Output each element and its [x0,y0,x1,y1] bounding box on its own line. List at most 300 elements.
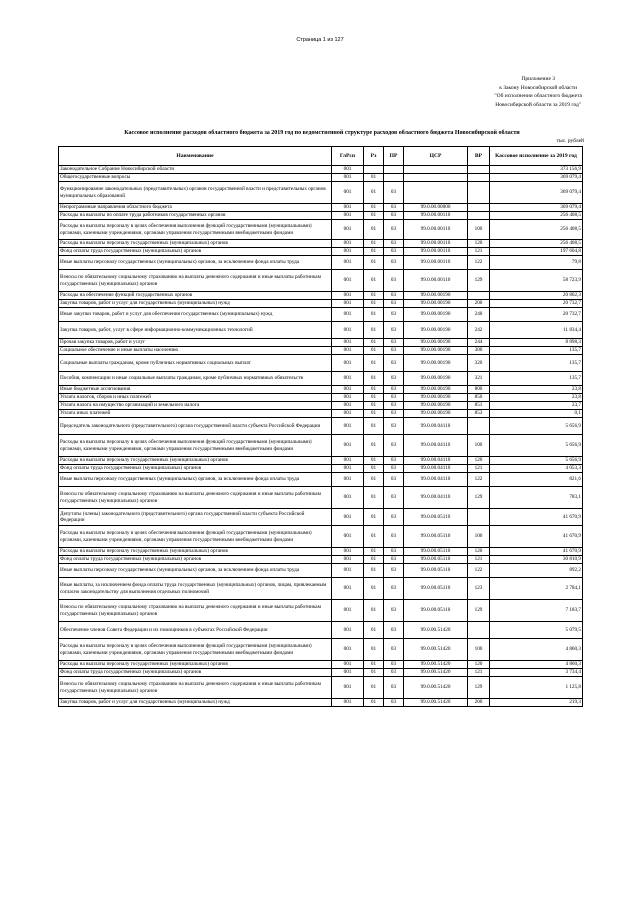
table-row [59,394,583,402]
cell-vr: 120 [468,548,490,556]
cell-amount: 369 079,4 [490,174,583,182]
cell-rz: 01 [364,182,384,204]
cell-rz: 01 [364,677,384,699]
cell-rz: 01 [364,548,384,556]
cell-grs: 001 [332,677,364,699]
cell-vr [468,292,490,300]
cell-vr [468,212,490,220]
cell-pr: 03 [384,465,404,473]
cell-vr: 123 [468,578,490,600]
cell-vr: 242 [468,322,490,339]
cell-vr: 129 [468,270,490,292]
table-row [59,473,583,487]
cell-vr: 121 [468,556,490,564]
cell-name: Социальные выплаты гражданам, кроме публичных нормативных социальных выплат [59,355,332,372]
cell-grs: 001 [332,212,364,220]
appendix-block [494,75,582,109]
header-name: Наименование [59,147,332,166]
cell-grs: 001 [332,410,364,418]
cell-name: Иные выплаты персоналу государственных (муниципальных) органов, за исключением фонда оплаты труда [59,564,332,578]
cell-vr: 200 [468,699,490,707]
header-pr: ПР [384,147,404,166]
cell-vr: 100 [468,526,490,548]
cell-amount: 783,1 [490,487,583,509]
cell-csr: 99.0.00.00190 [404,386,468,394]
table-row [59,669,583,677]
cell-rz: 01 [364,473,384,487]
cell-pr: 03 [384,526,404,548]
table-row [59,564,583,578]
cell-name: Прочая закупка товаров, работ и услуг [59,339,332,347]
cell-csr: 99.0.00.05110 [404,548,468,556]
cell-amount: 7 183,7 [490,600,583,622]
table-row [59,457,583,465]
header-rz: Рз [364,147,384,166]
cell-csr: 99.0.00.00190 [404,347,468,355]
cell-grs: 001 [332,300,364,308]
cell-rz: 01 [364,220,384,240]
cell-pr: 03 [384,473,404,487]
cell-vr: 120 [468,661,490,669]
cell-pr [384,174,404,182]
cell-rz: 01 [364,418,384,435]
cell-vr: 851 [468,402,490,410]
cell-vr: 121 [468,465,490,473]
cell-name: Взносы по обязательному социальному страхованию на выплаты денежного содержания и иные выплаты работникам государственных (муниципальных) органов [59,270,332,292]
cell-vr: 121 [468,248,490,256]
table-row [59,548,583,556]
cell-name: Фонд оплаты труда государственных (муниципальных) органов [59,556,332,564]
table-row [59,418,583,435]
cell-rz: 01 [364,292,384,300]
cell-pr: 03 [384,600,404,622]
cell-amount: 135,7 [490,372,583,386]
cell-grs: 001 [332,204,364,212]
cell-amount: 0,1 [490,410,583,418]
table-row [59,212,583,220]
cell-vr: 120 [468,457,490,465]
cell-rz: 01 [364,347,384,355]
cell-amount: 20 732,7 [490,300,583,308]
cell-pr: 03 [384,639,404,661]
cell-amount: 256 408,5 [490,240,583,248]
table-body [59,166,583,707]
cell-csr: 99.0.00.05110 [404,556,468,564]
cell-name: Расходы на выплаты по оплате труда работников государственных органов [59,212,332,220]
cell-vr: 320 [468,355,490,372]
cell-grs: 001 [332,270,364,292]
cell-vr: 850 [468,394,490,402]
cell-csr: 99.0.00.04110 [404,487,468,509]
cell-rz: 01 [364,699,384,707]
cell-vr: 129 [468,487,490,509]
cell-pr: 03 [384,457,404,465]
cell-csr: 99.0.00.00190 [404,322,468,339]
cell-rz: 01 [364,355,384,372]
cell-amount: 219,3 [490,699,583,707]
cell-name: Социальное обеспечение и иные выплаты населению [59,347,332,355]
cell-amount: 197 604,8 [490,248,583,256]
cell-amount: 3 734,4 [490,669,583,677]
cell-grs: 001 [332,699,364,707]
cell-pr: 03 [384,548,404,556]
cell-csr: 99.0.00.00110 [404,256,468,270]
cell-amount: 821,6 [490,473,583,487]
cell-amount: 5 656,9 [490,457,583,465]
cell-name: Иные бюджетные ассигнования [59,386,332,394]
cell-csr: 99.0.00.05110 [404,509,468,526]
cell-rz: 01 [364,556,384,564]
cell-vr: 120 [468,240,490,248]
cell-csr: 99.0.00.00190 [404,308,468,322]
cell-grs: 001 [332,240,364,248]
cell-name: Иные выплаты персоналу государственных (муниципальных) органов, за исключением фонда оплаты труда [59,473,332,487]
table-row [59,556,583,564]
cell-csr: 99.0.00.05110 [404,564,468,578]
table-row [59,355,583,372]
cell-pr: 03 [384,355,404,372]
table-row [59,166,583,174]
cell-pr: 03 [384,410,404,418]
cell-pr: 03 [384,212,404,220]
cell-pr: 03 [384,556,404,564]
table-row [59,292,583,300]
cell-csr: 99.0.00.51420 [404,639,468,661]
table-row [59,174,583,182]
cell-rz: 01 [364,174,384,182]
cell-amount: 41 670,9 [490,548,583,556]
cell-csr: 99.0.00.51420 [404,699,468,707]
cell-amount: 135,7 [490,355,583,372]
cell-pr: 03 [384,308,404,322]
table-row [59,182,583,204]
cell-rz: 01 [364,386,384,394]
cell-csr: 99.0.00.04110 [404,465,468,473]
cell-amount: 20 732,7 [490,308,583,322]
cell-csr: 99.0.00.05110 [404,600,468,622]
cell-amount: 20 802,3 [490,292,583,300]
cell-pr [384,166,404,174]
cell-grs: 001 [332,166,364,174]
cell-name: Фонд оплаты труда государственных (муниципальных) органов [59,248,332,256]
cell-rz: 01 [364,410,384,418]
cell-rz: 01 [364,564,384,578]
cell-vr: 129 [468,600,490,622]
budget-table [58,146,583,707]
cell-name: Иные выплаты персоналу государственных (муниципальных) органов, за исключением фонда оплаты труда [59,256,332,270]
cell-grs: 001 [332,182,364,204]
table-row [59,639,583,661]
cell-rz: 01 [364,256,384,270]
cell-grs: 001 [332,394,364,402]
cell-vr: 240 [468,308,490,322]
cell-name: Фонд оплаты труда государственных (муниципальных) органов [59,465,332,473]
cell-vr: 200 [468,300,490,308]
page-header: Страница 1 из 127 [296,37,344,43]
cell-csr: 99.0.00.00190 [404,394,468,402]
cell-pr: 03 [384,394,404,402]
cell-name: Закупка товаров, работ и услуг для государственных (муниципальных) нужд [59,300,332,308]
table-row [59,256,583,270]
cell-pr: 03 [384,578,404,600]
cell-rz: 01 [364,622,384,639]
cell-rz: 01 [364,372,384,386]
cell-amount: 30 810,9 [490,556,583,564]
cell-name: Взносы по обязательному социальному страхованию на выплаты денежного содержания и иные выплаты работникам государственных (муниципальных) органов [59,487,332,509]
cell-amount: 41 670,9 [490,526,583,548]
cell-csr [404,182,468,204]
cell-grs: 001 [332,578,364,600]
cell-vr: 121 [468,669,490,677]
table-row [59,465,583,473]
cell-name: Расходы на выплаты персоналу государственных (муниципальных) органов [59,661,332,669]
appendix-line: Новосибирской области за 2019 год" [495,101,582,108]
table-row [59,600,583,622]
cell-csr: 99.0.00.00110 [404,240,468,248]
cell-name: Расходы на обеспечение функций государственных органов [59,292,332,300]
cell-rz: 01 [364,212,384,220]
cell-grs: 001 [332,355,364,372]
cell-grs: 001 [332,339,364,347]
cell-grs: 001 [332,548,364,556]
cell-grs: 001 [332,292,364,300]
cell-csr: 99.0.00.00190 [404,292,468,300]
cell-pr: 03 [384,677,404,699]
cell-vr: 100 [468,220,490,240]
appendix-line: Приложение 3 [521,76,556,82]
appendix-line: к Закону Новосибирской области [499,84,578,91]
cell-name: Расходы на выплаты персоналу в целях обеспечения выполнения функций государственными (муниципальными) органами, казенными учреждениями, органами управления государственными внебюджетными фондами [59,220,332,240]
cell-vr: 321 [468,372,490,386]
cell-name: Расходы на выплаты персоналу в целях обеспечения выполнения функций государственными (муниципальными) органами, казенными учреждениями, органами управления государственными внебюджетными фондами [59,435,332,457]
table-row [59,699,583,707]
cell-rz: 01 [364,240,384,248]
units-label: тыс. рублей [556,138,584,144]
header-amount: Кассовое исполнение за 2019 год [490,147,583,166]
cell-amount: 5 656,9 [490,435,583,457]
cell-name: Обеспечение членов Совета Федерации и их помощников в субъектах Российской Федерации [59,622,332,639]
cell-pr: 03 [384,435,404,457]
cell-pr: 03 [384,292,404,300]
cell-name: Уплата иных платежей [59,410,332,418]
cell-pr: 03 [384,347,404,355]
cell-grs: 001 [332,308,364,322]
table-row [59,300,583,308]
cell-vr [468,166,490,174]
table-row [59,410,583,418]
cell-csr: 99.0.00.00110 [404,248,468,256]
cell-name: Уплата налога на имущество организаций и земельного налога [59,402,332,410]
cell-grs: 001 [332,564,364,578]
cell-csr: 99.0.00.00000 [404,204,468,212]
cell-name: Расходы на выплаты персоналу в целях обеспечения выполнения функций государственными (муниципальными) органами, казенными учреждениями, органами управления государственными внебюджетными фондами [59,526,332,548]
cell-vr: 122 [468,256,490,270]
cell-name: Фонд оплаты труда государственных (муниципальных) органов [59,669,332,677]
cell-pr: 03 [384,661,404,669]
cell-rz: 01 [364,487,384,509]
cell-csr: 99.0.00.00190 [404,402,468,410]
cell-name: Взносы по обязательному социальному страхованию на выплаты денежного содержания и иные выплаты работникам государственных (муниципальных) органов [59,600,332,622]
cell-grs: 001 [332,418,364,435]
table-row [59,372,583,386]
table-row [59,322,583,339]
cell-pr: 03 [384,386,404,394]
cell-vr [468,509,490,526]
cell-rz: 01 [364,308,384,322]
cell-grs: 001 [332,600,364,622]
cell-rz: 01 [364,578,384,600]
table-row [59,240,583,248]
cell-grs: 001 [332,435,364,457]
table-row [59,308,583,322]
cell-grs: 001 [332,622,364,639]
cell-amount: 256 408,5 [490,212,583,220]
cell-amount: 5 656,9 [490,418,583,435]
cell-csr [404,174,468,182]
cell-pr: 03 [384,300,404,308]
cell-vr: 100 [468,639,490,661]
cell-vr: 800 [468,386,490,394]
cell-pr: 03 [384,564,404,578]
cell-vr: 122 [468,564,490,578]
cell-grs: 001 [332,473,364,487]
cell-name: Иные выплаты, за исключением фонда оплаты труда государственных (муниципальных) органов, лицам, привлекаемым согласно законодательству для выполнения отдельных полномочий [59,578,332,600]
cell-csr: 99.0.00.04110 [404,435,468,457]
cell-name: Взносы по обязательному социальному страхованию на выплаты денежного содержания и иные выплаты работникам государственных (муниципальных) органов [59,677,332,699]
cell-amount: 23,7 [490,402,583,410]
cell-vr: 300 [468,347,490,355]
cell-csr: 99.0.00.51420 [404,622,468,639]
table-row [59,220,583,240]
cell-csr: 99.0.00.00190 [404,410,468,418]
cell-grs: 001 [332,639,364,661]
cell-amount: 4 860,3 [490,661,583,669]
cell-vr: 853 [468,410,490,418]
cell-pr: 03 [384,418,404,435]
table-row [59,487,583,509]
cell-csr: 99.0.00.00110 [404,270,468,292]
cell-csr: 99.0.00.05110 [404,578,468,600]
table-row [59,204,583,212]
cell-pr: 03 [384,622,404,639]
cell-pr: 03 [384,204,404,212]
cell-amount: 23,8 [490,394,583,402]
cell-pr: 03 [384,270,404,292]
cell-amount: 58 723,9 [490,270,583,292]
table-row [59,578,583,600]
cell-grs: 001 [332,347,364,355]
cell-csr: 99.0.00.00110 [404,220,468,240]
cell-vr: 100 [468,435,490,457]
cell-amount: 369 079,4 [490,204,583,212]
cell-grs: 001 [332,465,364,473]
cell-pr: 03 [384,256,404,270]
cell-pr: 03 [384,509,404,526]
table-row [59,677,583,699]
cell-amount: 256 408,5 [490,220,583,240]
cell-name: Уплата налогов, сборов и иных платежей [59,394,332,402]
cell-pr: 03 [384,372,404,386]
cell-rz: 01 [364,465,384,473]
cell-csr: 99.0.00.04110 [404,418,468,435]
header-csr: ЦСР [404,147,468,166]
cell-pr: 03 [384,487,404,509]
table-row [59,386,583,394]
cell-pr: 03 [384,402,404,410]
cell-amount: 4 053,3 [490,465,583,473]
cell-csr [404,166,468,174]
cell-pr: 03 [384,322,404,339]
cell-grs: 001 [332,248,364,256]
cell-name: Непрограммные направления областного бюджета [59,204,332,212]
cell-vr [468,204,490,212]
cell-rz: 01 [364,339,384,347]
table-row [59,339,583,347]
cell-name: Расходы на выплаты персоналу государственных (муниципальных) органов [59,457,332,465]
table-row [59,661,583,669]
cell-rz: 01 [364,402,384,410]
cell-name: Иные закупки товаров, работ и услуг для обеспечения государственных (муниципальных) нужд [59,308,332,322]
cell-vr [468,622,490,639]
cell-grs: 001 [332,402,364,410]
cell-csr: 99.0.00.04110 [404,457,468,465]
cell-vr: 129 [468,677,490,699]
cell-grs: 001 [332,661,364,669]
cell-csr: 99.0.00.51420 [404,677,468,699]
cell-name: Расходы на выплаты персоналу в целях обеспечения выполнения функций государственными (муниципальными) органами, казенными учреждениями, органами управления государственными внебюджетными фондами [59,639,332,661]
cell-name: Законодательное Собрание Новосибирской области [59,166,332,174]
cell-amount: 23,8 [490,386,583,394]
cell-grs: 001 [332,509,364,526]
cell-rz: 01 [364,669,384,677]
cell-amount: 8 898,3 [490,339,583,347]
cell-amount: 1 125,8 [490,677,583,699]
cell-rz [364,166,384,174]
cell-pr: 03 [384,240,404,248]
cell-amount: 373 156,9 [490,166,583,174]
cell-rz: 01 [364,322,384,339]
cell-csr: 99.0.00.51420 [404,669,468,677]
table-row [59,347,583,355]
cell-grs: 001 [332,256,364,270]
cell-csr: 99.0.00.00110 [404,212,468,220]
cell-amount: 11 834,4 [490,322,583,339]
table-row [59,402,583,410]
cell-name: Пособия, компенсации и иные социальные выплаты гражданам, кроме публичных нормативных обязательств [59,372,332,386]
cell-name: Закупка товаров, работ, услуг в сфере информационно-коммуникационных технологий [59,322,332,339]
appendix-line: "Об исполнении областного бюджета [494,93,582,100]
cell-rz: 01 [364,600,384,622]
header-grs: ГлРсп [332,147,364,166]
cell-csr: 99.0.00.00190 [404,355,468,372]
cell-amount: 2 784,1 [490,578,583,600]
cell-csr: 99.0.00.00190 [404,339,468,347]
cell-name: Расходы на выплаты персоналу государственных (муниципальных) органов [59,548,332,556]
cell-rz: 01 [364,526,384,548]
table-row [59,622,583,639]
cell-rz: 01 [364,435,384,457]
cell-rz: 01 [364,509,384,526]
cell-name: Функционирование законодательных (представительных) органов государственной власти и представительных органов муниципальных образований [59,182,332,204]
table-header-row [59,147,583,166]
cell-vr [468,182,490,204]
cell-grs: 001 [332,669,364,677]
cell-rz: 01 [364,661,384,669]
cell-grs: 001 [332,220,364,240]
cell-rz: 01 [364,204,384,212]
cell-name: Общегосударственные вопросы [59,174,332,182]
cell-name: Закупка товаров, работ и услуг для государственных (муниципальных) нужд [59,699,332,707]
